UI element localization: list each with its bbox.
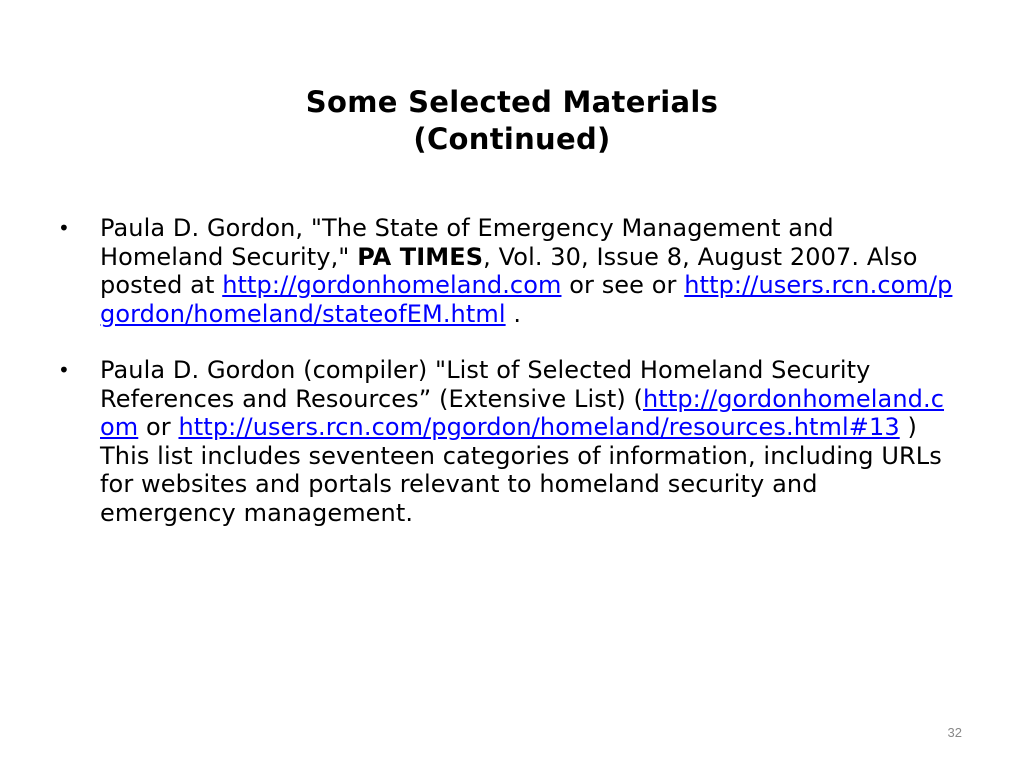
gordonhomeland-link[interactable]: http://gordonhomeland.com (222, 271, 562, 299)
stateofem-link[interactable]: http://users.rcn.com/pgordon/homeland/stateofEM.html (100, 271, 953, 328)
resources-link[interactable]: http://users.rcn.com/pgordon/homeland/resources.html#13 (178, 413, 900, 441)
bullet-2-text-2: or (138, 413, 179, 441)
bullet-marker: • (58, 358, 70, 382)
bullet-item-1 (58, 214, 958, 328)
page-number: 32 (947, 725, 962, 740)
bullet-item-2 (58, 356, 958, 527)
bullet-2-text-1: Paula D. Gordon (compiler) "List of Selected Homeland Security References and Resources” (Extensive List) ( (100, 356, 871, 413)
gordonhomeland-link[interactable]: http://gordonhomeland.com (100, 384, 944, 441)
bullet-1-text-2: , Vol. 30, Issue 8, August 2007. Also posted at (100, 242, 918, 299)
bullet-1-text-1: Paula D. Gordon, "The State of Emergency Management and Homeland Security," (100, 214, 834, 271)
publication-name: PA TIMES (357, 242, 484, 271)
bullet-marker: • (58, 216, 70, 240)
bullet-2-text-3: ) This list includes seventeen categories of information, including URLs for websites and portals relevant to homeland security and emergency management. (100, 413, 942, 527)
slide-title (160, 84, 864, 158)
bullet-list (58, 214, 958, 555)
title-line-2: (Continued) (413, 122, 611, 156)
bullet-text (100, 356, 958, 527)
bullet-text (100, 214, 958, 328)
bullet-1-text-3: or see or (561, 271, 685, 299)
bullet-1-text-4: . (505, 299, 522, 328)
title-line-1: Some Selected Materials (305, 85, 719, 119)
